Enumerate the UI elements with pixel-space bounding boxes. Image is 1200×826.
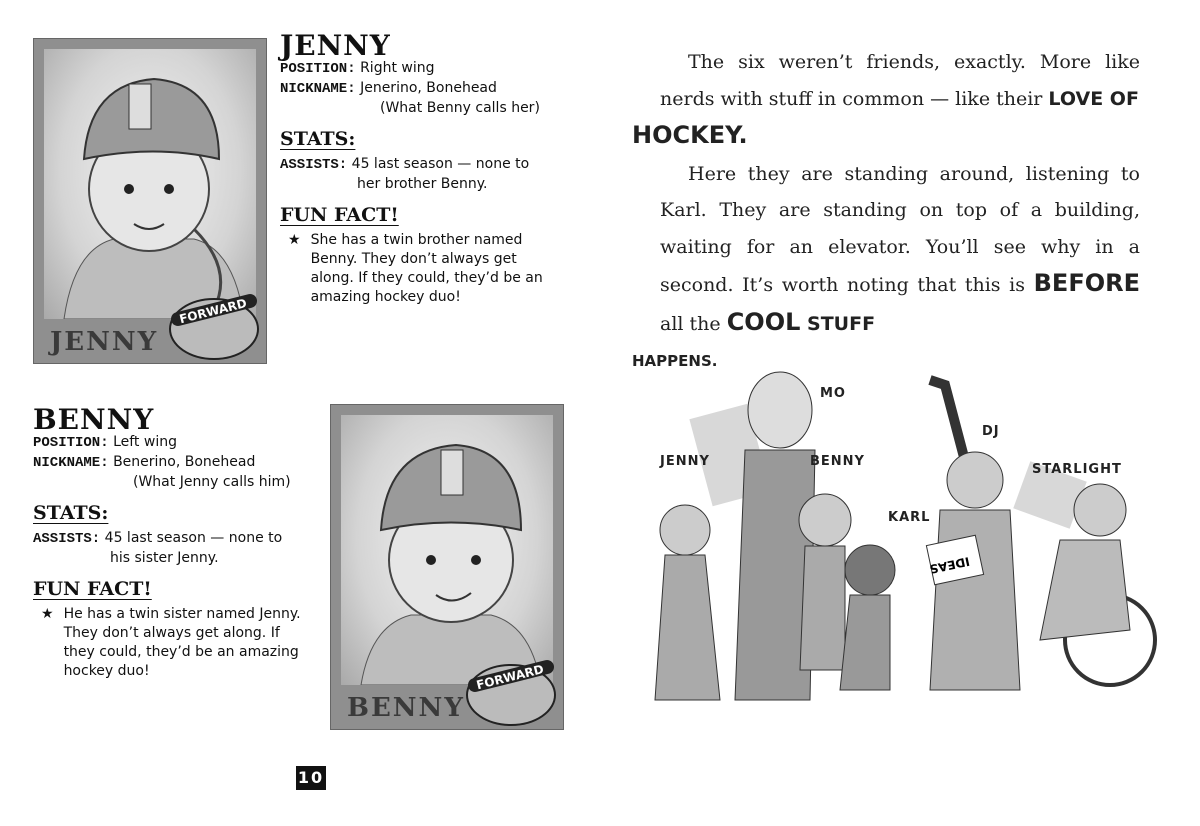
puck-icon [465, 655, 557, 727]
text: The six weren’t friends, exactly. More like nerds with stuff in common — like their [660, 51, 1140, 110]
nickname-label: NICKNAME: [280, 81, 356, 97]
assists-value-cont: his sister Jenny. [110, 550, 219, 566]
jenny-trading-card [33, 38, 267, 364]
card-name: BENNY [347, 693, 465, 723]
assists-label: ASSISTS: [280, 157, 348, 173]
position-value: Right wing [360, 60, 435, 76]
fun-fact-text: He has a twin sister named Jenny. They don’t always get along. If they could, they’d be an amazing hockey duo! [63, 606, 301, 679]
label-dj: DJ [982, 424, 1000, 439]
benny-bio [33, 403, 323, 681]
label-karl: KARL [888, 510, 931, 525]
star-icon: ★ [41, 606, 54, 622]
assists-value: 45 last season — none to [104, 530, 283, 546]
label-jenny: JENNY [660, 454, 710, 469]
puck-label: FORWARD [177, 296, 249, 327]
emphasis: STUFF [800, 312, 876, 335]
bio-title: JENNY [280, 29, 391, 62]
nickname-note: (What Jenny calls him) [133, 474, 291, 490]
fun-fact-text: She has a twin brother named Benny. They don’t always get along. If they could, they’d be an amazing hockey duo! [310, 232, 543, 305]
stats-heading: STATS: [33, 502, 109, 524]
assists-label: ASSISTS: [33, 531, 101, 547]
nickname-label: NICKNAME: [33, 455, 109, 471]
jenny-bio [280, 29, 560, 307]
emphasis: LOVE OF [1048, 87, 1139, 110]
star-icon: ★ [288, 232, 301, 248]
label-starlight: STARLIGHT [1032, 462, 1122, 477]
characters-illustration [640, 370, 1160, 750]
emphasis: BEFORE [1033, 269, 1140, 297]
benny-portrait [341, 415, 553, 685]
ideas-sign: IDEAS [928, 554, 971, 577]
nickname-value: Jenerino, Bonehead [360, 80, 497, 96]
text: all the [660, 312, 727, 335]
text: Here they are standing around, listening to Karl. They are standing on top of a building, waiting for an elevator. You’ll see why in a second. It’s worth noting that this is [660, 162, 1140, 296]
position-value: Left wing [113, 434, 177, 450]
label-benny: BENNY [810, 454, 865, 469]
emphasis: HOCKEY. [632, 121, 748, 149]
fun-fact-heading: FUN FACT! [33, 578, 152, 600]
assists-value-cont: her brother Benny. [357, 176, 488, 192]
page-number: 10 [296, 766, 326, 790]
card-name: JENNY [50, 327, 159, 357]
emphasis: HAPPENS. [632, 352, 718, 370]
bio-title: BENNY [33, 403, 155, 436]
nickname-note: (What Benny calls her) [380, 100, 540, 116]
puck-icon [168, 289, 260, 361]
jenny-portrait [44, 49, 256, 319]
label-mo: MO [820, 386, 846, 401]
assists-value: 45 last season — none to [351, 156, 530, 172]
emphasis: COOL [726, 307, 801, 336]
nickname-value: Benerino, Bonehead [113, 454, 256, 470]
story-text [632, 44, 1140, 380]
benny-trading-card [330, 404, 564, 730]
stats-heading: STATS: [280, 128, 356, 150]
position-label: POSITION: [33, 435, 109, 451]
fun-fact-heading: FUN FACT! [280, 204, 399, 226]
position-label: POSITION: [280, 61, 356, 77]
puck-label: FORWARD [474, 662, 546, 693]
